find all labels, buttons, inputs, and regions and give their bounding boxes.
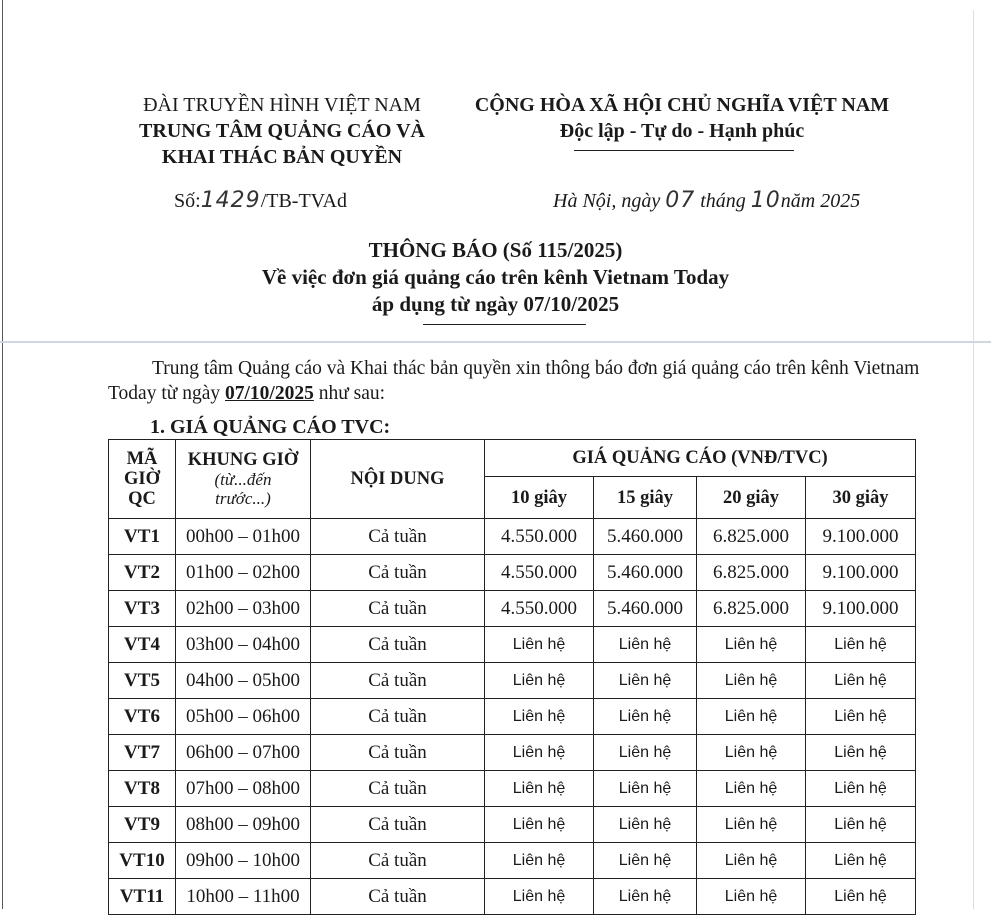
table-row: [109, 807, 916, 843]
price-20s: 6.825.000: [697, 519, 806, 555]
month-label: tháng: [700, 190, 746, 212]
scan-artifact-line: [0, 341, 991, 343]
price-20s: Liên hệ: [697, 807, 806, 843]
slot-content: Cả tuần: [311, 519, 485, 555]
price-10s: Liên hệ: [485, 879, 594, 915]
header-duration: 10 giây: [485, 477, 594, 519]
price-15s: Liên hệ: [594, 771, 697, 807]
slot-time: 04h00 – 05h00: [176, 663, 311, 699]
price-20s: Liên hệ: [697, 771, 806, 807]
price-15s: 5.460.000: [594, 519, 697, 555]
header-content: NỘI DUNG: [311, 440, 485, 519]
table-row: [109, 555, 916, 591]
slot-time: 02h00 – 03h00: [176, 591, 311, 627]
price-30s: Liên hệ: [806, 879, 916, 915]
intro-text: Trung tâm Quảng cáo và Khai thác bản quyền xin thông báo đơn giá quảng cáo trên kênh Vietnam Today từ ngày: [108, 358, 920, 404]
table-row: [109, 843, 916, 879]
slot-content: Cả tuần: [311, 591, 485, 627]
price-10s: 4.550.000: [485, 591, 594, 627]
price-15s: Liên hệ: [594, 627, 697, 663]
table-row: [109, 771, 916, 807]
price-10s: Liên hệ: [485, 627, 594, 663]
table-row: [109, 699, 916, 735]
table-row: [109, 519, 916, 555]
price-20s: 6.825.000: [697, 555, 806, 591]
page-edge-right: [973, 10, 974, 909]
day-handwritten: 07: [665, 188, 696, 213]
price-30s: Liên hệ: [806, 699, 916, 735]
price-10s: Liên hệ: [485, 663, 594, 699]
price-20s: Liên hệ: [697, 843, 806, 879]
slot-time: 05h00 – 06h00: [176, 699, 311, 735]
price-10s: Liên hệ: [485, 843, 594, 879]
doc-number-prefix: Số:: [174, 190, 201, 212]
slot-time: 00h00 – 01h00: [176, 519, 311, 555]
national-header: [462, 92, 902, 144]
slot-time: 03h00 – 04h00: [176, 627, 311, 663]
price-10s: Liên hệ: [485, 699, 594, 735]
slot-time: 08h00 – 09h00: [176, 807, 311, 843]
slot-code: VT2: [109, 555, 176, 591]
slot-content: Cả tuần: [311, 555, 485, 591]
title-underline: [423, 324, 586, 325]
slot-code: VT10: [109, 843, 176, 879]
price-15s: Liên hệ: [594, 735, 697, 771]
nation-line-1: CỘNG HÒA XÃ HỘI CHỦ NGHĨA VIỆT NAM: [474, 94, 890, 116]
header-code-line-2: GIỜ: [124, 469, 160, 489]
header-code-line-1: MÃ: [126, 449, 158, 469]
slot-code: VT3: [109, 591, 176, 627]
price-30s: Liên hệ: [806, 735, 916, 771]
page-edge-left: [2, 0, 3, 909]
organization-header: [118, 92, 446, 170]
price-30s: Liên hệ: [806, 627, 916, 663]
price-30s: Liên hệ: [806, 807, 916, 843]
intro-paragraph: [108, 356, 923, 406]
price-20s: Liên hệ: [697, 627, 806, 663]
slot-code: VT5: [109, 663, 176, 699]
doc-number-suffix: /TB-TVAd: [260, 190, 347, 212]
slot-content: Cả tuần: [311, 699, 485, 735]
slot-content: Cả tuần: [311, 807, 485, 843]
header-slot-sub: (từ...đến trước...): [214, 470, 272, 508]
notice-effective-date: áp dụng từ ngày 07/10/2025: [371, 292, 620, 316]
org-line-3: KHAI THÁC BẢN QUYỀN: [161, 146, 403, 168]
header-duration: 20 giây: [697, 477, 806, 519]
motto-underline: [574, 150, 794, 151]
header-slot-label: KHUNG GIỜ: [187, 450, 299, 470]
header-slot: [176, 440, 311, 519]
price-30s: 9.100.000: [806, 591, 916, 627]
section-title: 1. GIÁ QUẢNG CÁO TVC:: [150, 416, 391, 438]
price-10s: Liên hệ: [485, 771, 594, 807]
header-duration: 30 giây: [806, 477, 916, 519]
month-handwritten: 10: [750, 188, 781, 213]
org-line-1: ĐÀI TRUYỀN HÌNH VIỆT NAM: [143, 94, 421, 116]
slot-code: VT9: [109, 807, 176, 843]
notice-subject: Về việc đơn giá quảng cáo trên kênh Vietnam Today: [261, 265, 730, 289]
year-label: năm 2025: [780, 190, 861, 212]
intro-text-end: như sau:: [313, 383, 386, 404]
price-20s: Liên hệ: [697, 699, 806, 735]
price-15s: Liên hệ: [594, 843, 697, 879]
slot-code: VT8: [109, 771, 176, 807]
slot-time: 10h00 – 11h00: [176, 879, 311, 915]
price-20s: 6.825.000: [697, 591, 806, 627]
price-20s: Liên hệ: [697, 879, 806, 915]
price-30s: Liên hệ: [806, 663, 916, 699]
notice-title: THÔNG BÁO (Số 115/2025): [368, 238, 623, 262]
price-15s: 5.460.000: [594, 591, 697, 627]
slot-content: Cả tuần: [311, 735, 485, 771]
place-prefix: Hà Nội, ngày: [553, 190, 661, 212]
org-line-2: TRUNG TÂM QUẢNG CÁO VÀ: [139, 120, 425, 142]
place-date: [553, 188, 860, 213]
slot-content: Cả tuần: [311, 843, 485, 879]
price-30s: 9.100.000: [806, 555, 916, 591]
slot-code: VT11: [109, 879, 176, 915]
doc-number-handwritten: 1429: [200, 188, 261, 213]
price-30s: 9.100.000: [806, 519, 916, 555]
header-price-group: GIÁ QUẢNG CÁO (VNĐ/TVC): [485, 440, 916, 477]
header-duration: 15 giây: [594, 477, 697, 519]
header-code: [109, 440, 176, 519]
table-row: [109, 735, 916, 771]
price-15s: Liên hệ: [594, 663, 697, 699]
slot-code: VT7: [109, 735, 176, 771]
table-row: [109, 879, 916, 915]
table-row: [109, 663, 916, 699]
slot-time: 01h00 – 02h00: [176, 555, 311, 591]
price-15s: Liên hệ: [594, 807, 697, 843]
price-15s: 5.460.000: [594, 555, 697, 591]
header-code-line-3: QC: [128, 489, 156, 509]
price-10s: 4.550.000: [485, 555, 594, 591]
price-10s: Liên hệ: [485, 735, 594, 771]
slot-time: 07h00 – 08h00: [176, 771, 311, 807]
table-row: [109, 591, 916, 627]
slot-code: VT1: [109, 519, 176, 555]
nation-motto: Độc lập - Tự do - Hạnh phúc: [559, 120, 805, 142]
price-30s: Liên hệ: [806, 771, 916, 807]
intro-date: 07/10/2025: [224, 383, 314, 404]
slot-code: VT6: [109, 699, 176, 735]
price-20s: Liên hệ: [697, 663, 806, 699]
slot-time: 09h00 – 10h00: [176, 843, 311, 879]
slot-code: VT4: [109, 627, 176, 663]
slot-content: Cả tuần: [311, 771, 485, 807]
price-15s: Liên hệ: [594, 879, 697, 915]
price-15s: Liên hệ: [594, 699, 697, 735]
slot-content: Cả tuần: [311, 879, 485, 915]
price-20s: Liên hệ: [697, 735, 806, 771]
price-10s: Liên hệ: [485, 807, 594, 843]
slot-time: 06h00 – 07h00: [176, 735, 311, 771]
price-30s: Liên hệ: [806, 843, 916, 879]
slot-content: Cả tuần: [311, 627, 485, 663]
slot-content: Cả tuần: [311, 663, 485, 699]
table-row: [109, 627, 916, 663]
price-10s: 4.550.000: [485, 519, 594, 555]
document-number: [174, 188, 347, 213]
tvc-price-table: [108, 439, 916, 915]
